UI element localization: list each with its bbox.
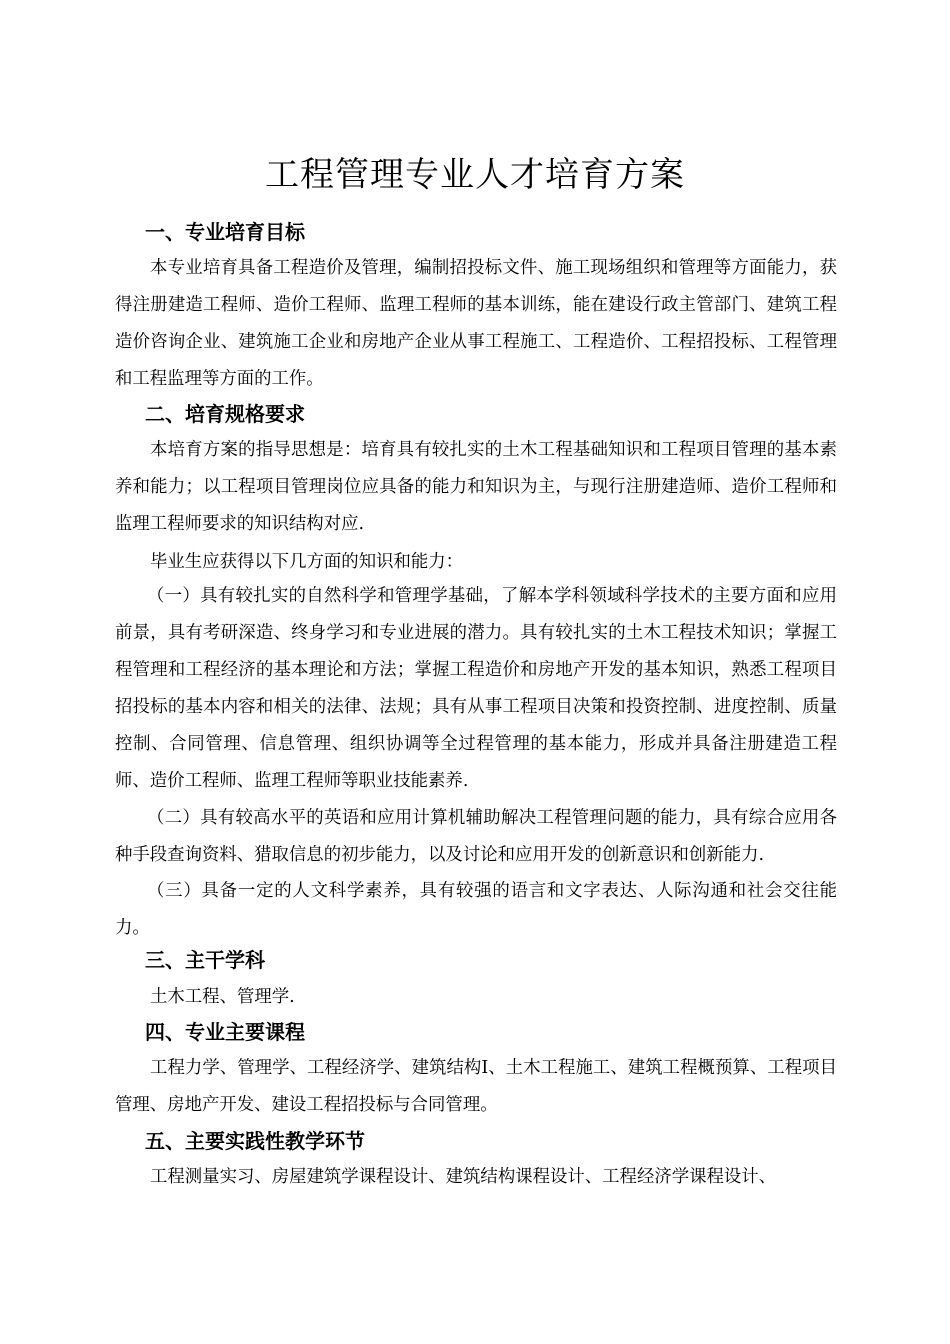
section-heading-3: 三、主干学科 — [145, 948, 265, 972]
section-2-item-1: （一）具有较扎实的自然科学和管理学基础，了解本学科领域科学技术的主要方面和应用前景，具有考研深造、终身学习和专业进展的潜力。具有较扎实的土木工程技术知识；掌握工程管理和工程经济的基本理论和方法；掌握工程造价和房地产开发的基本知识，熟悉工程项目招投标的基本内容和相关的法律、法规；具有从事工程项目决策和投资控制、进度控制、质量控制、合同管理、信息管理、组织协调等全过程管理的基本能力，形成并具备注册建造工程师、造价工程师、监理工程师等职业技能素养. — [115, 586, 837, 791]
section-2-item-3: （三）具备一定的人文科学素养，具有较强的语言和文字表达、人际沟通和社会交往能力。 — [115, 881, 837, 938]
section-4-paragraph: 工程力学、管理学、工程经济学、建筑结构Ⅰ、土木工程施工、建筑工程概预算、工程项目管理、房地产开发、建设工程招投标与合同管理。 — [115, 1058, 837, 1115]
section-heading-1: 一、专业培育目标 — [145, 220, 305, 244]
section-2-paragraph-guiding-idea: 本培育方案的指导思想是：培育具有较扎实的土木工程基础知识和工程项目管理的基本素养和能力；以工程项目管理岗位应具备的能力和知识为主，与现行注册建造师、造价工程师和监理工程师要求的知识结构对应. — [115, 440, 837, 534]
document-title: 工程管理专业人才培育方案 — [265, 155, 685, 195]
section-1-paragraph: 本专业培育具备工程造价及管理，编制招投标文件、施工现场组织和管理等方面能力，获得注册建造工程师、造价工程师、监理工程师的基本训练，能在建设行政主管部门、建筑工程造价咨询企业、建筑施工企业和房地产企业从事工程施工、工程造价、工程招投标、工程管理和工程监理等方面的工作。 — [115, 258, 837, 389]
section-heading-4: 四、专业主要课程 — [145, 1020, 305, 1044]
section-2-item-2: （二）具有较高水平的英语和应用计算机辅助解决工程管理问题的能力，具有综合应用各种手段查询资料、猎取信息的初步能力，以及讨论和应用开发的创新意识和创新能力. — [115, 808, 837, 865]
section-heading-2: 二、培育规格要求 — [145, 402, 305, 426]
section-5-paragraph: 工程测量实习、房屋建筑学课程设计、建筑结构课程设计、工程经济学课程设计、 — [150, 1167, 777, 1187]
section-3-paragraph: 土木工程、管理学. — [150, 987, 295, 1007]
section-2-paragraph-intro: 毕业生应获得以下几方面的知识和能力： — [150, 552, 464, 572]
section-heading-5: 五、主要实践性教学环节 — [145, 1129, 365, 1153]
